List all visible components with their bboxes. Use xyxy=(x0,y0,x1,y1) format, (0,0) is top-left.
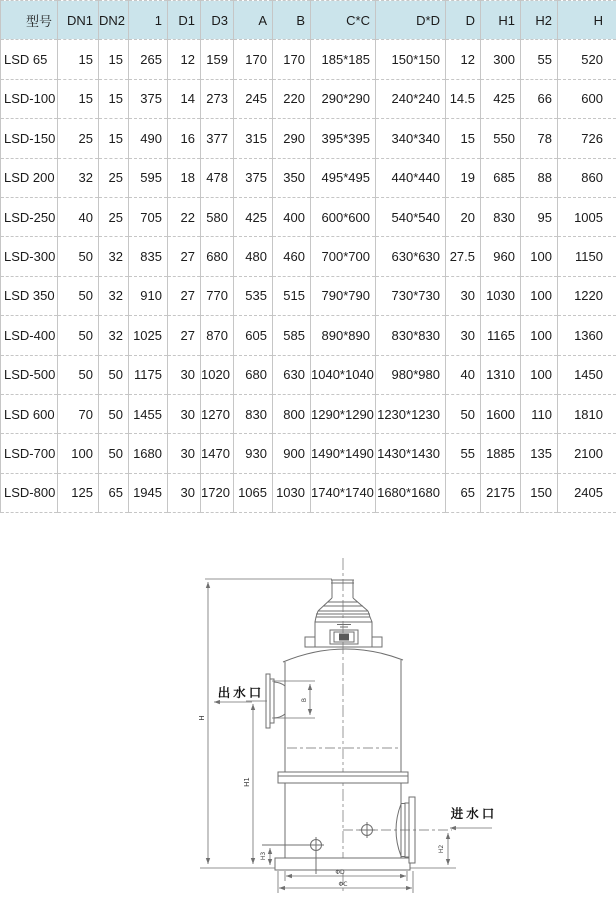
cell: 170 xyxy=(273,40,311,79)
cell: 150 xyxy=(521,473,558,512)
cell: 30 xyxy=(168,394,201,433)
cell: 55 xyxy=(446,434,481,473)
cell: 27.5 xyxy=(446,237,481,276)
cell: 27 xyxy=(168,237,201,276)
model-cell: LSD-800 xyxy=(1,473,58,512)
cell: 66 xyxy=(521,79,558,118)
cell: 478 xyxy=(201,158,234,197)
cell: 377 xyxy=(201,119,234,158)
column-header: A xyxy=(234,1,273,40)
column-header: C*C xyxy=(311,1,376,40)
model-cell: LSD-500 xyxy=(1,355,58,394)
cell: 440*440 xyxy=(376,158,446,197)
cell: 159 xyxy=(201,40,234,79)
cell: 1680*1680 xyxy=(376,473,446,512)
cell: 70 xyxy=(58,394,99,433)
column-header: DN1 xyxy=(58,1,99,40)
column-header: H1 xyxy=(481,1,521,40)
column-header: DN2 xyxy=(99,1,129,40)
cell: 680 xyxy=(201,237,234,276)
cell: 55 xyxy=(521,40,558,79)
cell: 830 xyxy=(481,197,521,236)
cell: 30 xyxy=(168,473,201,512)
cell: 50 xyxy=(58,316,99,355)
cell: 50 xyxy=(99,434,129,473)
cell: 580 xyxy=(201,197,234,236)
cap-side-tab-right xyxy=(372,637,382,647)
cell: 19 xyxy=(446,158,481,197)
cell: 1490*1490 xyxy=(311,434,376,473)
model-cell: LSD 600 xyxy=(1,394,58,433)
cell: 1270 xyxy=(201,394,234,433)
dim-label-base-bolt: ΦD xyxy=(335,869,345,876)
cell: 245 xyxy=(234,79,273,118)
table-row xyxy=(1,197,616,236)
cell: 630*630 xyxy=(376,237,446,276)
cell: 1065 xyxy=(234,473,273,512)
cell: 790*790 xyxy=(311,276,376,315)
column-header: D*D xyxy=(376,1,446,40)
cell: 1945 xyxy=(129,473,168,512)
cell: 900 xyxy=(273,434,311,473)
cell: 395*395 xyxy=(311,119,376,158)
cell: 540*540 xyxy=(376,197,446,236)
cell: 400 xyxy=(273,197,311,236)
column-header: B xyxy=(273,1,311,40)
cell: 1455 xyxy=(129,394,168,433)
cell: 30 xyxy=(168,355,201,394)
cell: 1290*1290 xyxy=(311,394,376,433)
model-cell: LSD-400 xyxy=(1,316,58,355)
cell: 65 xyxy=(446,473,481,512)
cell: 490 xyxy=(129,119,168,158)
column-header: D3 xyxy=(201,1,234,40)
cell: 605 xyxy=(234,316,273,355)
cell: 870 xyxy=(201,316,234,355)
inlet-label: 进水口 xyxy=(450,806,498,821)
cell: 25 xyxy=(58,119,99,158)
cell: 730*730 xyxy=(376,276,446,315)
cell: 32 xyxy=(58,158,99,197)
cell: 1030 xyxy=(273,473,311,512)
table-row xyxy=(1,276,616,315)
table-row xyxy=(1,394,616,433)
cell: 535 xyxy=(234,276,273,315)
cell: 18 xyxy=(168,158,201,197)
table-row xyxy=(1,40,616,79)
cell: 100 xyxy=(58,434,99,473)
mid-collar xyxy=(278,772,408,783)
cell: 600*600 xyxy=(311,197,376,236)
cell: 95 xyxy=(521,197,558,236)
column-header: 1 xyxy=(129,1,168,40)
cell: 30 xyxy=(168,434,201,473)
cell: 1720 xyxy=(201,473,234,512)
cell: 726 xyxy=(558,119,616,158)
cell: 480 xyxy=(234,237,273,276)
cell: 1600 xyxy=(481,394,521,433)
column-header: H2 xyxy=(521,1,558,40)
cell: 15 xyxy=(99,40,129,79)
dim-label-h3: H3 xyxy=(260,852,267,861)
cell: 20 xyxy=(446,197,481,236)
cell: 50 xyxy=(446,394,481,433)
cell: 15 xyxy=(446,119,481,158)
cell: 78 xyxy=(521,119,558,158)
cell: 185*185 xyxy=(311,40,376,79)
cell: 375 xyxy=(129,79,168,118)
cell: 15 xyxy=(99,79,129,118)
cell: 600 xyxy=(558,79,616,118)
cell: 630 xyxy=(273,355,311,394)
cell: 495*495 xyxy=(311,158,376,197)
cell: 1810 xyxy=(558,394,616,433)
cell: 1175 xyxy=(129,355,168,394)
cell: 150*150 xyxy=(376,40,446,79)
cell: 1030 xyxy=(481,276,521,315)
column-header: D xyxy=(446,1,481,40)
cell: 680 xyxy=(234,355,273,394)
table-row xyxy=(1,316,616,355)
cell: 100 xyxy=(521,276,558,315)
cell: 290 xyxy=(273,119,311,158)
column-header: H xyxy=(558,1,616,40)
model-cell: LSD 200 xyxy=(1,158,58,197)
cell: 980*980 xyxy=(376,355,446,394)
column-header: 型号 xyxy=(1,1,58,40)
dim-label-h1: H1 xyxy=(243,777,251,787)
cell: 40 xyxy=(58,197,99,236)
cell: 550 xyxy=(481,119,521,158)
cell: 265 xyxy=(129,40,168,79)
table-row xyxy=(1,355,616,394)
cell: 50 xyxy=(58,237,99,276)
cell: 425 xyxy=(481,79,521,118)
cell: 1740*1740 xyxy=(311,473,376,512)
cell: 1680 xyxy=(129,434,168,473)
cell: 1220 xyxy=(558,276,616,315)
spec-table-head-row xyxy=(1,1,616,40)
cell: 125 xyxy=(58,473,99,512)
cell: 273 xyxy=(201,79,234,118)
dim-label-outlet: B xyxy=(301,698,308,702)
cell: 50 xyxy=(99,394,129,433)
cell: 32 xyxy=(99,276,129,315)
cell: 705 xyxy=(129,197,168,236)
cell: 910 xyxy=(129,276,168,315)
cell: 520 xyxy=(558,40,616,79)
cell: 22 xyxy=(168,197,201,236)
cell: 30 xyxy=(446,276,481,315)
cell: 300 xyxy=(481,40,521,79)
column-header: D1 xyxy=(168,1,201,40)
cell: 1470 xyxy=(201,434,234,473)
dim-label-base-outer: ΦC xyxy=(339,881,348,888)
cell: 1040*1040 xyxy=(311,355,376,394)
cell: 1025 xyxy=(129,316,168,355)
cell: 1885 xyxy=(481,434,521,473)
cell: 290*290 xyxy=(311,79,376,118)
dim-label-total-height: H xyxy=(198,715,206,720)
cell: 50 xyxy=(58,276,99,315)
cell: 2405 xyxy=(558,473,616,512)
vessel-body xyxy=(275,649,410,870)
cell: 375 xyxy=(234,158,273,197)
cell: 770 xyxy=(201,276,234,315)
cell: 88 xyxy=(521,158,558,197)
cell: 830 xyxy=(234,394,273,433)
cell: 1360 xyxy=(558,316,616,355)
model-cell: LSD 65 xyxy=(1,40,58,79)
table-row xyxy=(1,79,616,118)
cell: 350 xyxy=(273,158,311,197)
table-row xyxy=(1,434,616,473)
cell: 860 xyxy=(558,158,616,197)
cell: 110 xyxy=(521,394,558,433)
outlet-nozzle xyxy=(266,674,285,728)
cell: 960 xyxy=(481,237,521,276)
cell: 2175 xyxy=(481,473,521,512)
cell: 100 xyxy=(521,355,558,394)
outlet-label: 出水口 xyxy=(218,685,265,700)
cell: 135 xyxy=(521,434,558,473)
model-cell: LSD-150 xyxy=(1,119,58,158)
cell: 585 xyxy=(273,316,311,355)
cell: 14.5 xyxy=(446,79,481,118)
model-cell: LSD-250 xyxy=(1,197,58,236)
cell: 1005 xyxy=(558,197,616,236)
cell: 30 xyxy=(446,316,481,355)
cell: 1020 xyxy=(201,355,234,394)
inlet-nozzle xyxy=(343,797,452,863)
cell: 240*240 xyxy=(376,79,446,118)
cell: 830*830 xyxy=(376,316,446,355)
cell: 1450 xyxy=(558,355,616,394)
cell: 890*890 xyxy=(311,316,376,355)
dim-label-h2: H2 xyxy=(438,845,445,854)
cell: 220 xyxy=(273,79,311,118)
cell: 32 xyxy=(99,316,129,355)
cell: 460 xyxy=(273,237,311,276)
table-row xyxy=(1,473,616,512)
cell: 595 xyxy=(129,158,168,197)
cell: 16 xyxy=(168,119,201,158)
cell: 15 xyxy=(58,79,99,118)
table-row xyxy=(1,119,616,158)
cell: 25 xyxy=(99,197,129,236)
cell: 65 xyxy=(99,473,129,512)
cell: 835 xyxy=(129,237,168,276)
technical-drawing xyxy=(0,540,616,900)
cell: 1230*1230 xyxy=(376,394,446,433)
cell: 315 xyxy=(234,119,273,158)
cell: 930 xyxy=(234,434,273,473)
cell: 50 xyxy=(99,355,129,394)
cell: 12 xyxy=(168,40,201,79)
cell: 425 xyxy=(234,197,273,236)
cell: 340*340 xyxy=(376,119,446,158)
cell: 50 xyxy=(58,355,99,394)
cell: 27 xyxy=(168,276,201,315)
model-cell: LSD-100 xyxy=(1,79,58,118)
cell: 14 xyxy=(168,79,201,118)
model-cell: LSD 350 xyxy=(1,276,58,315)
cell: 40 xyxy=(446,355,481,394)
cell: 700*700 xyxy=(311,237,376,276)
cell: 685 xyxy=(481,158,521,197)
cell: 27 xyxy=(168,316,201,355)
cell: 12 xyxy=(446,40,481,79)
cell: 1150 xyxy=(558,237,616,276)
inlet-center-mark xyxy=(359,822,375,838)
cap-valve xyxy=(330,630,358,644)
dimension-lines xyxy=(200,579,492,893)
table-row xyxy=(1,158,616,197)
cell: 800 xyxy=(273,394,311,433)
cell: 1310 xyxy=(481,355,521,394)
cell: 15 xyxy=(99,119,129,158)
cell: 100 xyxy=(521,316,558,355)
model-cell: LSD-300 xyxy=(1,237,58,276)
model-cell: LSD-700 xyxy=(1,434,58,473)
cell: 515 xyxy=(273,276,311,315)
cell: 100 xyxy=(521,237,558,276)
cell: 1165 xyxy=(481,316,521,355)
top-cap xyxy=(305,580,382,647)
cap-side-tab-left xyxy=(305,637,315,647)
cell: 25 xyxy=(99,158,129,197)
cell: 1430*1430 xyxy=(376,434,446,473)
cell: 15 xyxy=(58,40,99,79)
cell: 170 xyxy=(234,40,273,79)
table-row xyxy=(1,237,616,276)
cell: 2100 xyxy=(558,434,616,473)
cell: 32 xyxy=(99,237,129,276)
spec-table-body xyxy=(1,40,616,513)
